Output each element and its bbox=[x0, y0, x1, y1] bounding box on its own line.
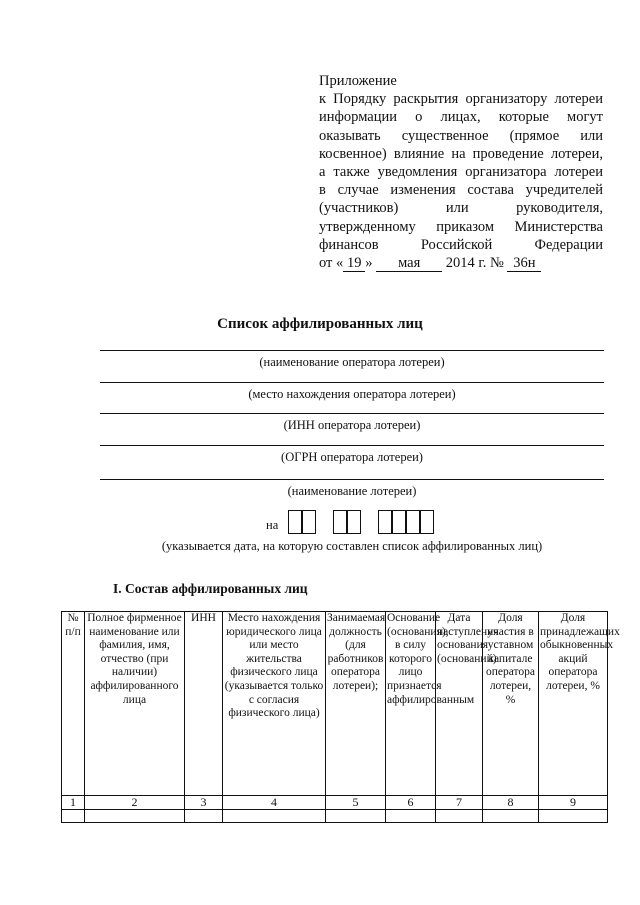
column-header: Полное фирменное наименование или фамилия, имя, отчество (при наличии) аффилированного лица bbox=[85, 612, 185, 796]
column-header: Основание (основания), в силу которого лицо признается аффилированным bbox=[386, 612, 436, 796]
column-header: № п/п bbox=[62, 612, 85, 796]
table-cell bbox=[85, 810, 185, 823]
column-number: 7 bbox=[436, 796, 483, 810]
column-number: 3 bbox=[185, 796, 223, 810]
column-header: Дата наступления основания (оснований) bbox=[436, 612, 483, 796]
date-day-close: » bbox=[365, 255, 373, 272]
page-title: Список аффилированных лиц bbox=[217, 316, 423, 332]
column-number: 8 bbox=[483, 796, 539, 810]
appendix-line: информации о лицах, которые могут bbox=[319, 109, 603, 126]
field-caption: (место нахождения оператора лотереи) bbox=[248, 387, 456, 401]
appendix-line: Приложение bbox=[319, 73, 397, 89]
column-number: 6 bbox=[386, 796, 436, 810]
affiliates-table bbox=[61, 611, 620, 823]
field-caption: (наименование лотереи) bbox=[287, 484, 417, 498]
table-row bbox=[62, 810, 608, 823]
appendix-line: к Порядку раскрытия организатору лотереи bbox=[319, 91, 603, 108]
section-title: I. Состав аффилированных лиц bbox=[113, 581, 308, 596]
order-number: 36н bbox=[507, 256, 541, 272]
date-label: на bbox=[266, 518, 279, 532]
field-caption: (ИНН оператора лотереи) bbox=[283, 418, 421, 432]
column-header: ИНН bbox=[185, 612, 223, 796]
table-cell bbox=[539, 810, 608, 823]
year-digit-box bbox=[420, 510, 434, 534]
appendix-line: в случае изменения состава учредителей bbox=[319, 182, 603, 199]
lottery-name-field bbox=[100, 479, 604, 499]
appendix-line: оказывать существенное (прямое или bbox=[319, 127, 603, 144]
date-prefix: от « bbox=[319, 255, 344, 272]
operator-ogrn-field bbox=[100, 445, 604, 465]
field-caption: (ОГРН оператора лотереи) bbox=[281, 450, 423, 464]
column-header: Доля участия в уставном капитале оператора лотереи, % bbox=[483, 612, 539, 796]
appendix-line: (участников) или руководителя, bbox=[319, 200, 603, 217]
table-cell bbox=[185, 810, 223, 823]
day-digit-box bbox=[302, 510, 316, 534]
operator-name-field bbox=[100, 350, 604, 370]
order-month: мая bbox=[376, 256, 442, 272]
column-number: 1 bbox=[62, 796, 85, 810]
column-number: 2 bbox=[85, 796, 185, 810]
appendix-line: косвенное) влияние на проведение лотереи, bbox=[319, 145, 603, 162]
operator-location-field bbox=[100, 382, 604, 402]
table-cell bbox=[326, 810, 386, 823]
table-header-row bbox=[62, 612, 608, 796]
column-header: Занимаемая должность (для работников оператора лотереи); bbox=[326, 612, 386, 796]
day-digit-box bbox=[288, 510, 302, 534]
year-digit-box bbox=[406, 510, 420, 534]
month-digit-box bbox=[333, 510, 347, 534]
appendix-line: а также уведомления организатора лотереи bbox=[319, 164, 603, 181]
column-header: Доля принадлежащих обыкновенных акций оператора лотереи, % bbox=[539, 612, 608, 796]
month-digit-box bbox=[347, 510, 361, 534]
column-number: 9 bbox=[539, 796, 608, 810]
table-cell bbox=[436, 810, 483, 823]
column-number: 5 bbox=[326, 796, 386, 810]
column-number-row bbox=[62, 796, 608, 810]
order-date-line bbox=[319, 254, 603, 272]
table-cell bbox=[483, 810, 539, 823]
order-day: 19 bbox=[343, 256, 365, 272]
year-digit-box bbox=[378, 510, 392, 534]
date-caption: (указывается дата, на которую составлен список аффилированных лиц) bbox=[161, 539, 543, 553]
field-caption: (наименование оператора лотереи) bbox=[259, 355, 445, 369]
order-year: 2014 г. № bbox=[445, 255, 504, 272]
appendix-line: финансов Российской Федерации bbox=[319, 236, 603, 253]
table-cell bbox=[62, 810, 85, 823]
operator-inn-field bbox=[100, 413, 604, 433]
table-cell bbox=[386, 810, 436, 823]
appendix-block bbox=[319, 72, 603, 272]
column-header: Место нахождения юридического лица или место жительства физического лица (указывается только с согласия физического лица) bbox=[223, 612, 326, 796]
appendix-line: утвержденному приказом Министерства bbox=[319, 218, 603, 235]
year-digit-box bbox=[392, 510, 406, 534]
table-cell bbox=[223, 810, 326, 823]
column-number: 4 bbox=[223, 796, 326, 810]
